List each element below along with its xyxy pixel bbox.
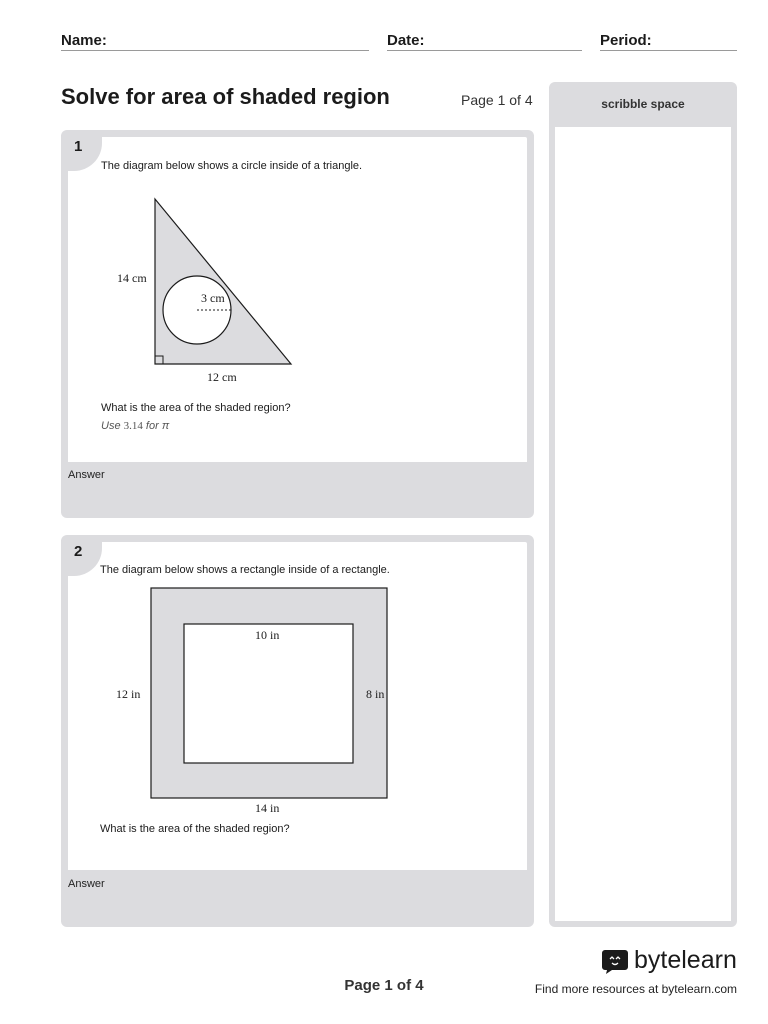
brand-name: bytelearn <box>634 946 737 974</box>
page-indicator-top: Page 1 of 4 <box>461 92 533 108</box>
question-prompt: The diagram below shows a rectangle inside of a rectangle. <box>100 564 390 576</box>
question-number-badge <box>68 137 102 171</box>
base-label: 12 cm <box>207 370 237 382</box>
question-prompt: The diagram below shows a circle inside of a triangle. <box>101 160 363 172</box>
shaded-triangle <box>155 199 291 364</box>
scribble-panel <box>549 82 737 927</box>
date-line[interactable] <box>387 50 582 51</box>
inner-rectangle <box>184 624 353 763</box>
worksheet-title: Solve for area of shaded region <box>61 84 390 109</box>
name-line[interactable] <box>61 50 369 51</box>
question-card-2 <box>61 535 534 927</box>
question-number: 1 <box>74 138 83 155</box>
hint-prefix: Use <box>101 420 124 432</box>
answer-area-1[interactable] <box>61 462 534 518</box>
inner-width-label: 10 in <box>255 628 280 642</box>
radius-label: 3 cm <box>201 291 225 305</box>
triangle-circle-diagram <box>101 187 371 382</box>
bytelearn-logo-icon <box>600 947 630 975</box>
period-label: Period: <box>600 32 652 49</box>
question-card-1 <box>61 130 534 518</box>
inner-height-label: 8 in <box>366 687 385 701</box>
question-body-1 <box>68 137 527 462</box>
outer-width-label: 14 in <box>255 801 280 812</box>
page-indicator-bottom: Page 1 of 4 <box>344 977 424 994</box>
scribble-area[interactable] <box>555 127 731 921</box>
answer-label: Answer <box>68 878 105 890</box>
period-line[interactable] <box>600 50 737 51</box>
outer-height-label: 12 in <box>116 687 141 701</box>
answer-label: Answer <box>68 469 105 481</box>
scribble-label: scribble space <box>601 97 685 111</box>
hint-value: 3.14 <box>123 420 143 432</box>
hint-suffix: for π <box>142 420 170 432</box>
footer-note: Find more resources at bytelearn.com <box>534 982 737 996</box>
height-label: 14 cm <box>117 271 147 285</box>
question-number: 2 <box>74 543 83 560</box>
question-text: What is the area of the shaded region? <box>101 402 291 414</box>
question-body-2 <box>68 542 527 870</box>
question-number-badge <box>68 542 102 576</box>
name-label: Name: <box>61 32 107 49</box>
nested-rectangles-diagram <box>100 582 400 812</box>
pi-hint <box>101 420 169 432</box>
answer-area-2[interactable] <box>61 870 534 927</box>
date-label: Date: <box>387 32 425 49</box>
question-text: What is the area of the shaded region? <box>100 823 290 835</box>
